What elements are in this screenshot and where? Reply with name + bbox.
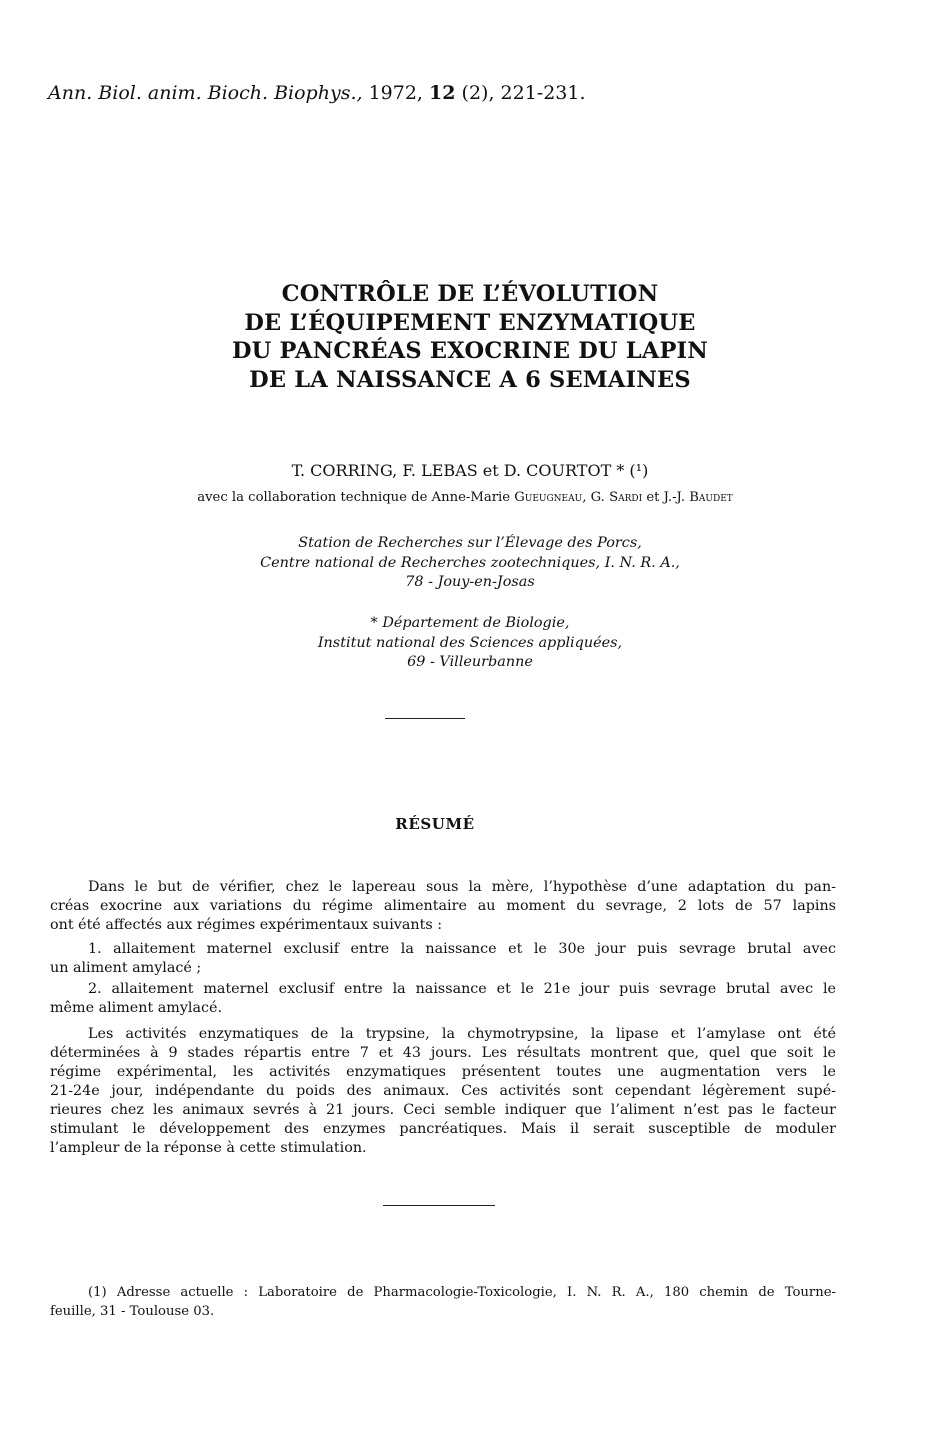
separator-rule bbox=[385, 718, 465, 719]
abstract-paragraph bbox=[50, 878, 836, 935]
affiliation-line: 69 - Villeurbanne bbox=[407, 654, 533, 670]
affiliation-line: 78 - Jouy-en-Josas bbox=[405, 574, 535, 590]
collab-name: Gueugneau bbox=[514, 490, 583, 505]
citation-volume: 12 bbox=[429, 82, 456, 104]
separator-rule bbox=[383, 1205, 495, 1206]
text-line: Les activités enzymatiques de la trypsine, la chymotrypsine, la lipase et l’amylase ont été bbox=[88, 1026, 836, 1042]
regime-item-2 bbox=[50, 980, 836, 1018]
abstract-heading: RÉSUMÉ bbox=[395, 815, 475, 833]
text-line: l’ampleur de la réponse à cette stimulation. bbox=[50, 1140, 367, 1156]
footnote bbox=[50, 1283, 836, 1321]
collab-separator: et J.-J. bbox=[642, 490, 690, 505]
text-line: 21-24e jour, indépendante du poids des animaux. Ces activités sont cependant légèrement supé- bbox=[50, 1083, 836, 1099]
title-line: DE L’ÉQUIPEMENT ENZYMATIQUE bbox=[244, 309, 696, 336]
footnote-line: (1) Adresse actuelle : Laboratoire de Pharmacologie-Toxicologie, I. N. R. A., 180 chemin de Tourne- bbox=[88, 1285, 836, 1300]
collab-name: Sardi bbox=[609, 490, 643, 505]
text-line: rieures chez les animaux sevrés à 21 jours. Ceci semble indiquer que l’aliment n’est pas le facteur bbox=[50, 1102, 836, 1118]
collab-name: Baudet bbox=[689, 490, 733, 505]
title-line: DE LA NAISSANCE A 6 SEMAINES bbox=[249, 366, 691, 393]
paper-title bbox=[80, 280, 860, 394]
text-line: un aliment amylacé ; bbox=[50, 960, 202, 976]
text-line: ont été affectés aux régimes expérimentaux suivants : bbox=[50, 917, 443, 933]
regime-item-1 bbox=[50, 940, 836, 978]
text-line: même aliment amylacé. bbox=[50, 1000, 223, 1016]
citation-issue-pages: (2), 221-231. bbox=[461, 82, 586, 104]
title-line: CONTRÔLE DE L’ÉVOLUTION bbox=[281, 281, 659, 307]
text-line: régime expérimental, les activités enzymatiques présentent toutes une augmentation vers le bbox=[50, 1064, 836, 1080]
abstract-paragraph bbox=[50, 1025, 836, 1158]
text-line: créas exocrine aux variations du régime alimentaire au moment du sevrage, 2 lots de 57 lapins bbox=[50, 898, 836, 914]
text-line: 2. allaitement maternel exclusif entre la naissance et le 21e jour puis sevrage brutal avec le bbox=[88, 981, 836, 997]
citation-year: 1972, bbox=[368, 82, 423, 104]
text-line: Dans le but de vérifier, chez le lapereau sous la mère, l’hypothèse d’une adaptation du pan- bbox=[88, 879, 836, 895]
affiliation-line: Centre national de Recherches zootechniques, I. N. R. A., bbox=[260, 554, 680, 571]
journal-citation bbox=[48, 82, 586, 104]
footnote-line: feuille, 31 - Toulouse 03. bbox=[50, 1304, 215, 1319]
text-line: stimulant le développement des enzymes pancréatiques. Mais il serait susceptible de moduler bbox=[50, 1121, 836, 1137]
author-list: T. CORRING, F. LEBAS et D. COURTOT * (¹) bbox=[291, 461, 649, 480]
journal-name: Ann. Biol. anim. Bioch. Biophys., bbox=[48, 82, 363, 104]
text-line: déterminées à 9 stades répartis entre 7 et 43 jours. Les résultats montrent que, quel que soit le bbox=[50, 1045, 836, 1061]
affiliation-insa bbox=[80, 614, 860, 673]
affiliation-line: * Département de Biologie, bbox=[370, 615, 570, 631]
technical-collaboration bbox=[40, 490, 890, 505]
title-line: DU PANCRÉAS EXOCRINE DU LAPIN bbox=[231, 338, 709, 364]
affiliation-inra bbox=[80, 534, 860, 593]
text-line: 1. allaitement maternel exclusif entre la naissance et le 30e jour puis sevrage brutal avec bbox=[88, 941, 836, 957]
affiliation-line: Institut national des Sciences appliquées, bbox=[317, 634, 623, 651]
affiliation-line: Station de Recherches sur l’Élevage des Porcs, bbox=[298, 535, 642, 551]
collab-prefix: avec la collaboration technique de Anne-Marie bbox=[197, 490, 515, 505]
collab-separator: , G. bbox=[582, 490, 610, 505]
